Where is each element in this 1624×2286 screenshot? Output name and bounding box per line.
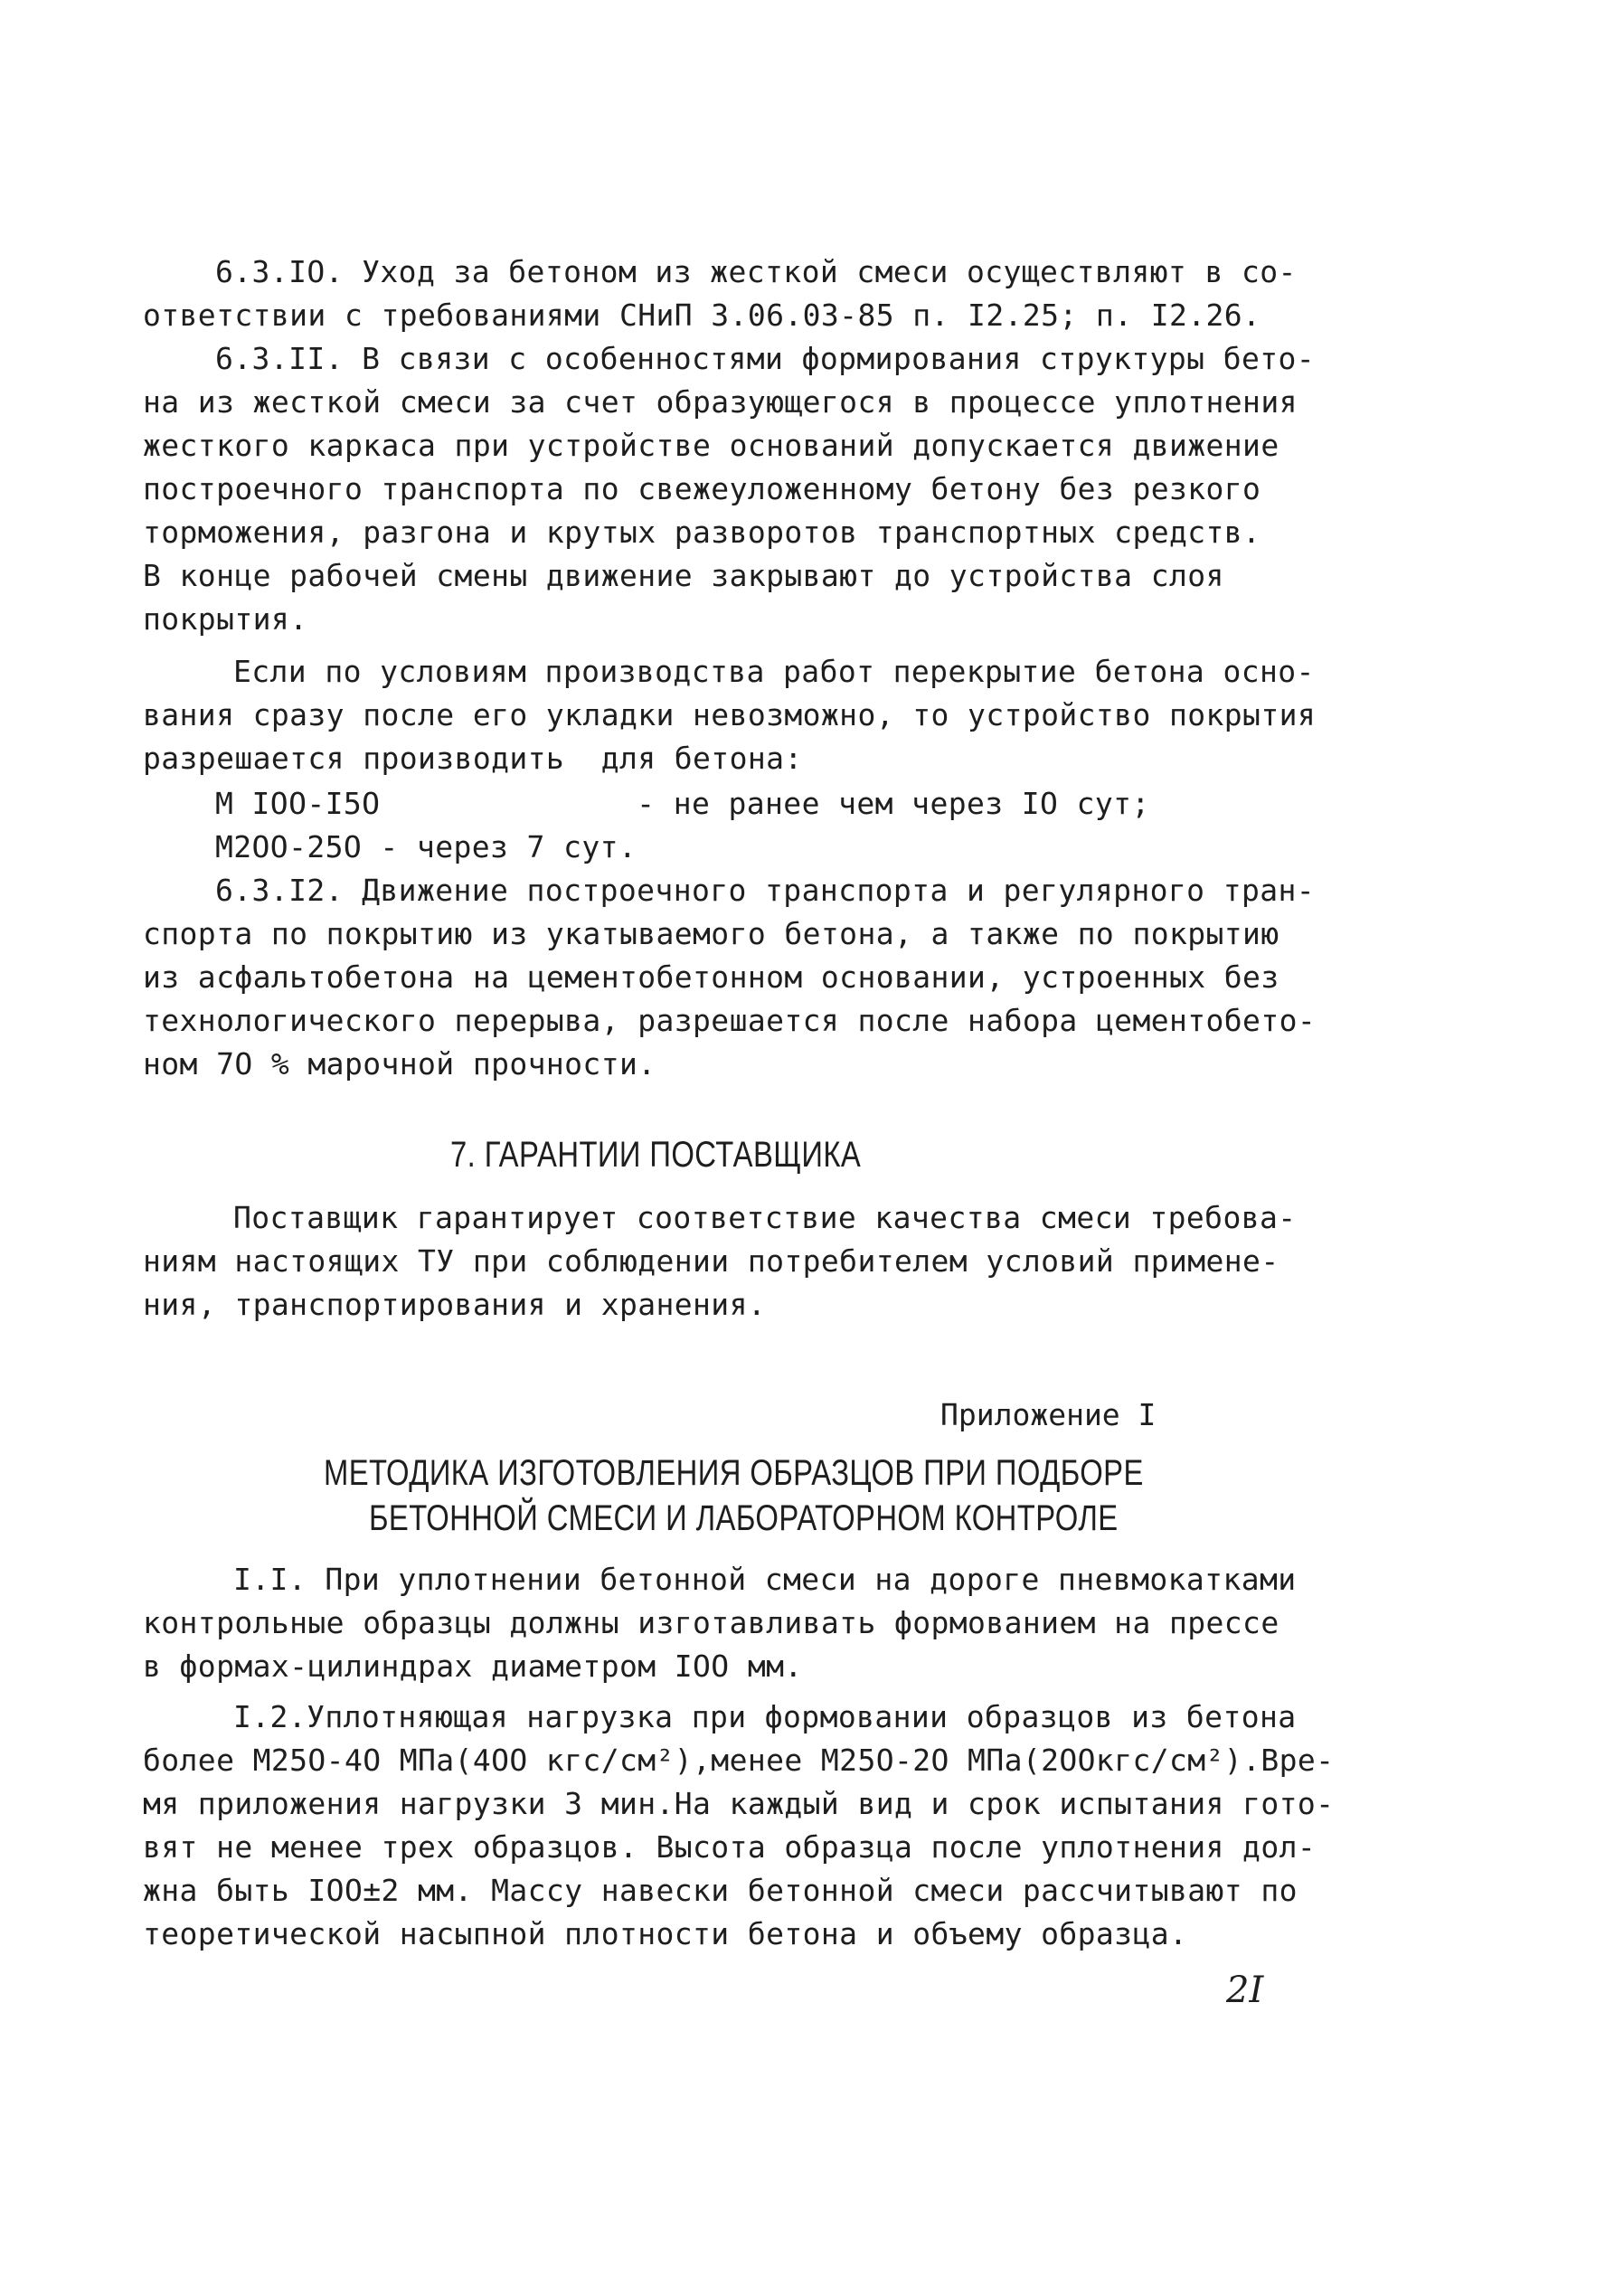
appendix-p1-2-line-4: вят не менее трех образцов. Высота образца после уплотнения дол- [143,1829,1317,1865]
appendix-p1-2-line-2: более М25О-4О МПа(4ОО кгс/см²),менее М25О-2О МПа(2ООкгс/см²).Вре- [143,1743,1335,1778]
paragraph-6-3-11-line-3: жесткого каркаса при устройстве оснований допускается движение [143,428,1279,463]
appendix-p1-1-line-1: I.I. При уплотнении бетонной смеси на дороге пневмокатками [233,1562,1297,1597]
grade-line-2: М2ОО-25О - через 7 сут. [215,829,637,864]
appendix-label: Приложение I [940,1397,1157,1432]
section-7-heading: 7. ГАРАНТИИ ПОСТАВЩИКА [450,1135,862,1175]
paragraph-6-3-11-line-1: 6.3.II. В связи с особенностями формирования структуры бето- [215,341,1316,376]
paragraph-6-3-11-line-4: построечного транспорта по свежеуложенному бетону без резкого [143,471,1261,506]
paragraph-6-3-11-line-7: покрытия. [143,601,308,637]
appendix-p1-2-line-5: жна быть IОО±2 мм. Массу навески бетонной смеси рассчитывают по [143,1873,1298,1908]
paragraph-if-line-2: вания сразу после его укладки невозможно, то устройство покрытия [143,697,1317,732]
appendix-p1-1-line-3: в формах-цилиндрах диаметром IОО мм. [143,1648,803,1684]
appendix-p1-2-line-6: теоретической насыпной плотности бетона и объему образца. [143,1916,1188,1951]
appendix-p1-2-line-3: мя приложения нагрузки 3 мин.На каждый вид и срок испытания гото- [143,1786,1335,1821]
paragraph-6-3-12-line-1: 6.3.I2. Движение построечного транспорта и регулярного тран- [215,873,1316,908]
section-7-text-line-3: ния, транспортирования и хранения. [143,1287,767,1322]
paragraph-6-3-11-line-2: на из жесткой смеси за счет образующегося в процессе уплотнения [143,384,1298,420]
paragraph-6-3-12-line-3: из асфальтобетона на цементобетонном основании, устроенных без [143,959,1279,995]
grade-line-1: М IОО-I5О - не ранее чем через IО сут; [215,786,1150,821]
paragraph-6-3-10-line-1: 6.3.IO. Уход за бетоном из жесткой смеси осуществляют в со- [215,254,1297,289]
page-number: 2I [1226,1970,1264,2011]
appendix-title-line-1: МЕТОДИКА ИЗГОТОВЛЕНИЯ ОБРАЗЦОВ ПРИ ПОДБОРЕ [324,1453,1144,1493]
paragraph-if-line-1: Если по условиям производства работ перекрытие бетона осно- [233,654,1315,689]
paragraph-6-3-12-line-5: ном 7О % марочной прочности. [143,1046,656,1082]
appendix-p1-2-line-1: I.2.Уплотняющая нагрузка при формовании образцов из бетона [233,1699,1297,1734]
paragraph-6-3-11-line-6: В конце рабочей смены движение закрывают до устройства слоя [143,558,1224,593]
section-7-text-line-1: Поставщик гарантирует соответствие качества смеси требова- [233,1200,1297,1235]
section-7-text-line-2: ниям настоящих ТУ при соблюдении потребителем условий примене- [143,1243,1279,1279]
paragraph-if-line-3: разрешается производить для бетона: [143,741,803,776]
paragraph-6-3-10-line-2: ответствии с требованиями СНиП 3.06.03-85 п. I2.25; п. I2.26. [143,298,1261,333]
appendix-title-line-2: БЕТОННОЙ СМЕСИ И ЛАБОРАТОРНОМ КОНТРОЛЕ [369,1498,1119,1538]
paragraph-6-3-12-line-2: спорта по покрытию из укатываемого бетона, а также по покрытию [143,916,1279,951]
paragraph-6-3-11-line-5: торможения, разгона и крутых разворотов транспортных средств. [143,515,1261,550]
appendix-p1-1-line-2: контрольные образцы должны изготавливать формованием на прессе [143,1605,1279,1640]
paragraph-6-3-12-line-4: технологического перерыва, разрешается после набора цементобето- [143,1003,1317,1038]
